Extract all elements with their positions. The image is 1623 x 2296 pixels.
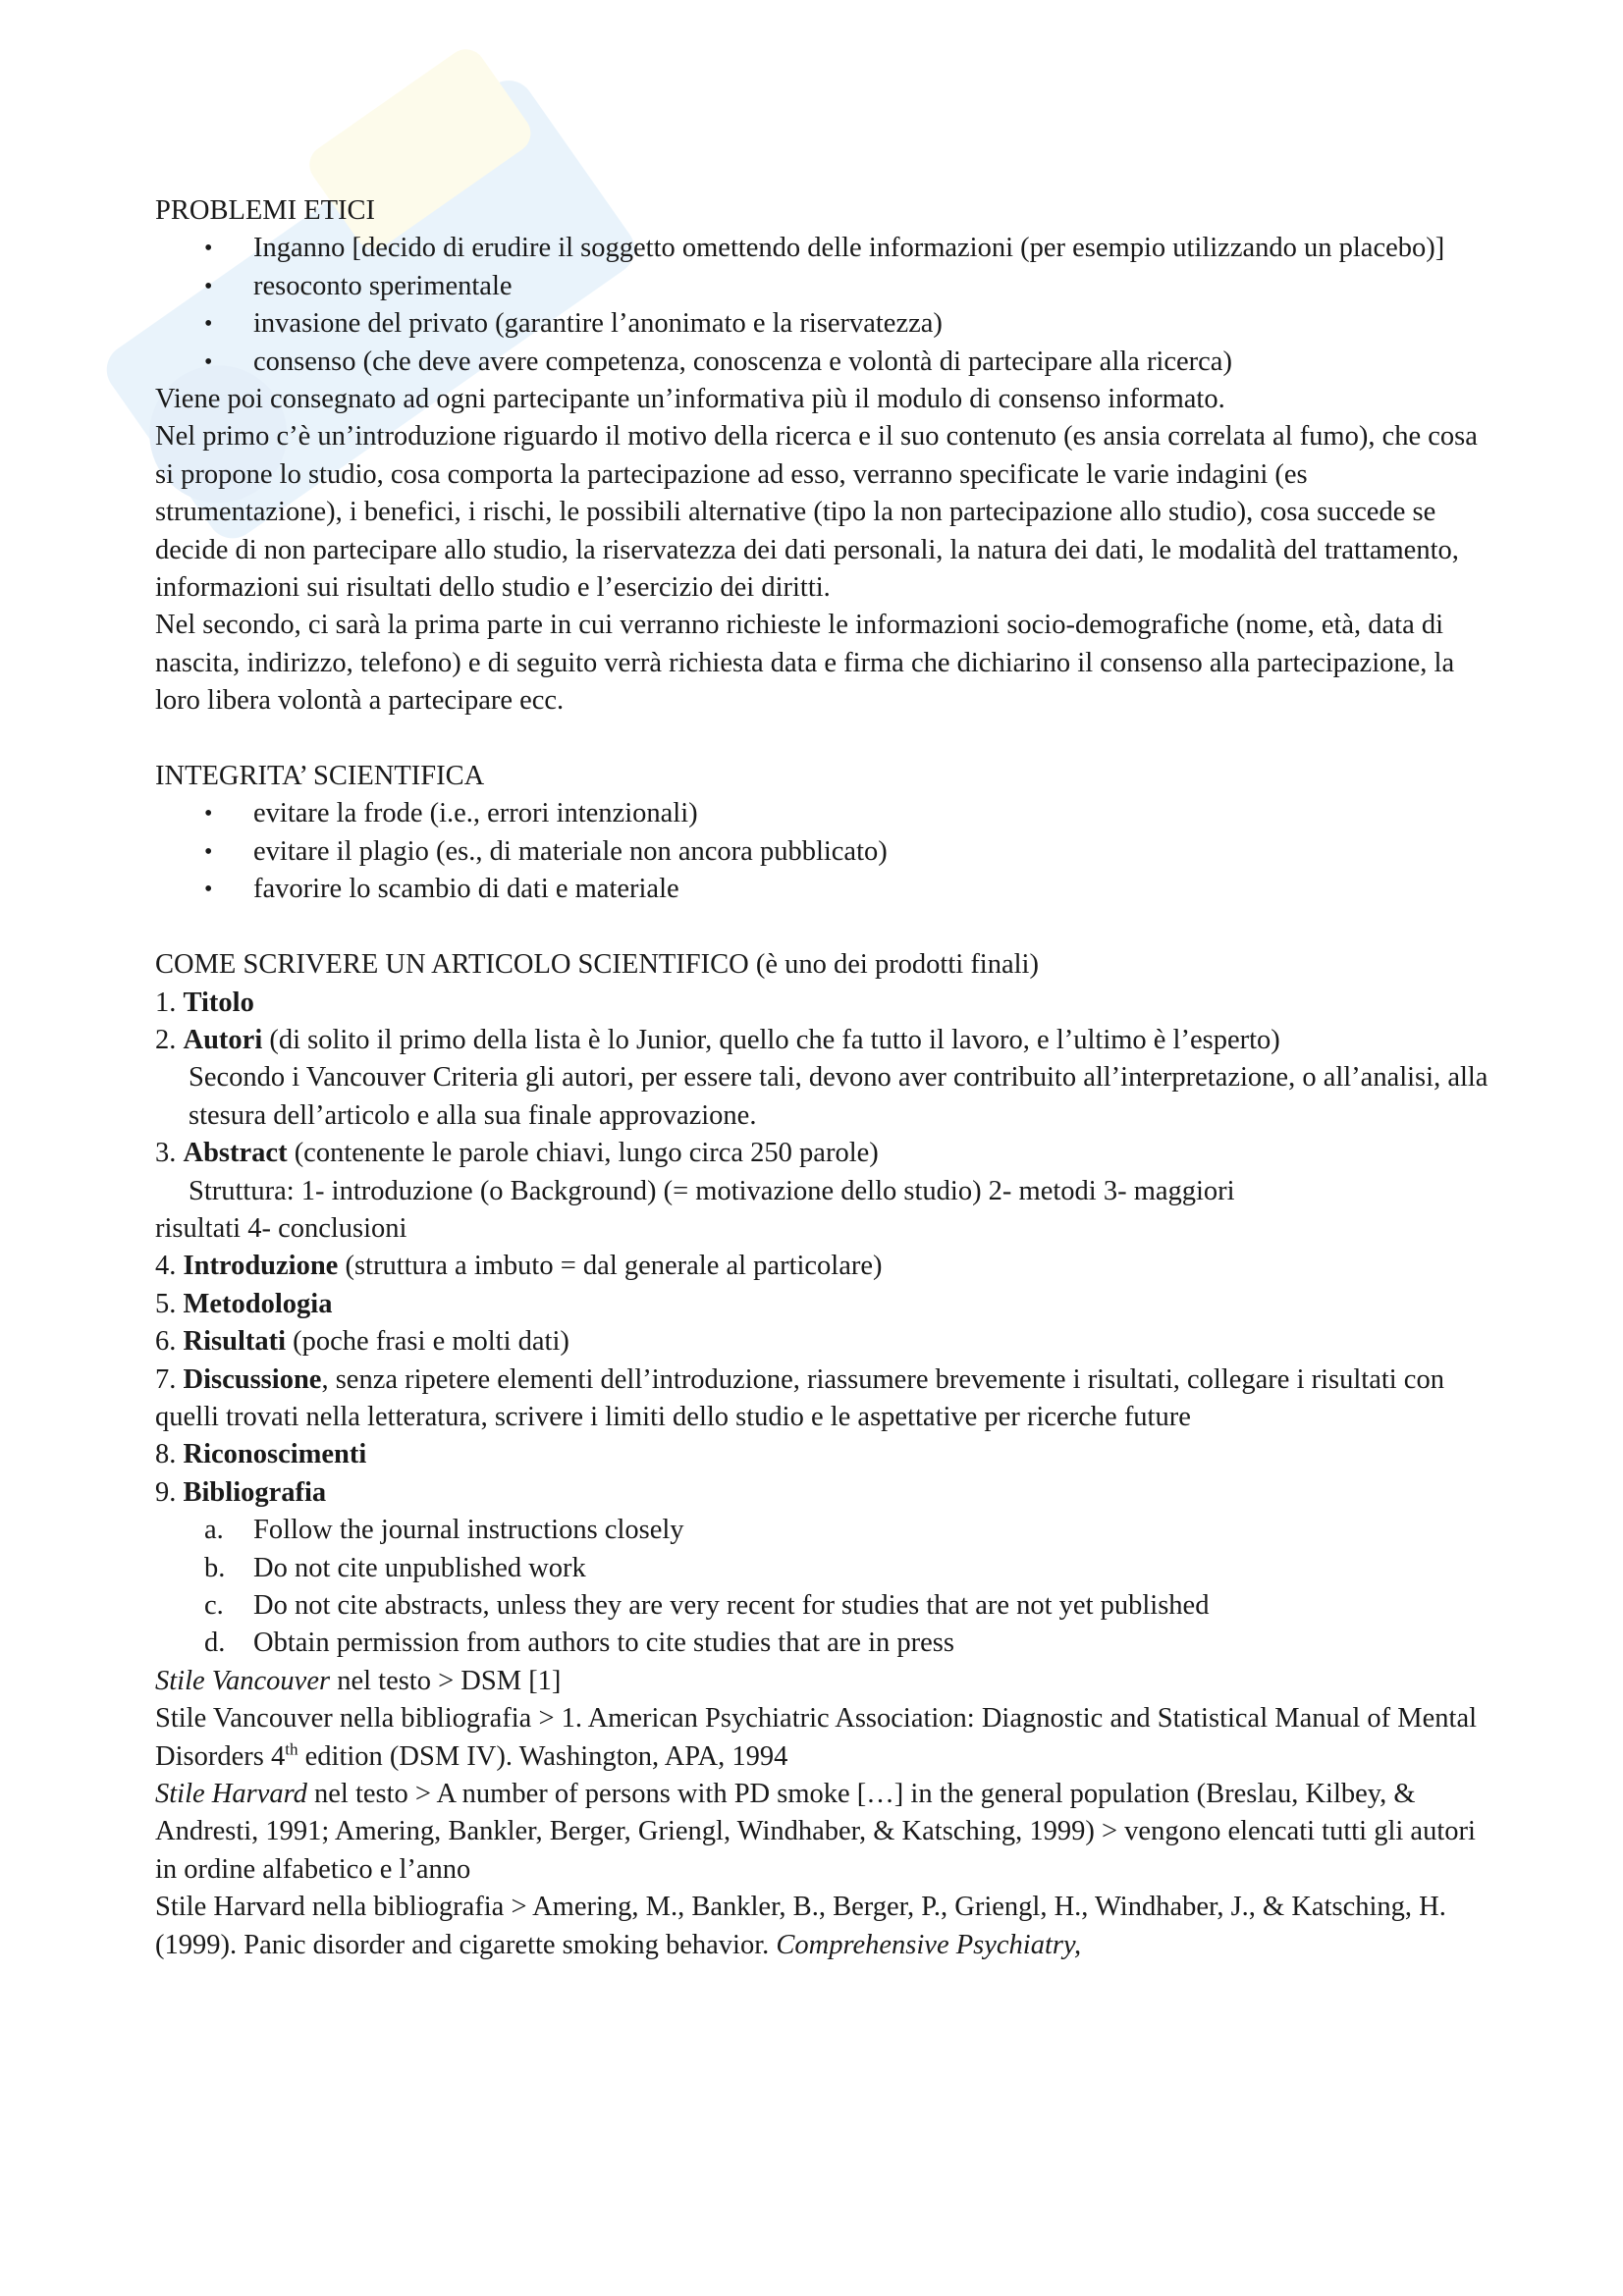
list-item: • Inganno [decido di erudire il soggetto omettendo delle informazioni (per esempio utilizzando un placebo)]: [155, 230, 1490, 267]
numbered-item: 4. Introduzione (struttura a imbuto = dal generale al particolare): [155, 1251, 883, 1282]
document-page: [155, 192, 1490, 1964]
citation-example: Stile Harvard nella bibliografia > Amering, M., Bankler, B., Berger, P., Griengl, H., Windhaber, J., & Katsching, H. (1999). Panic disorder and cigarette smoking behavior. Comprehensive Psychiatry,: [155, 1892, 1446, 1960]
list-item: • consenso (che deve avere competenza, conoscenza e volontà di partecipare alla ricerca): [155, 344, 1490, 381]
citation-example: Stile Vancouver nel testo > DSM [1]: [155, 1665, 562, 1696]
citation-example: Stile Harvard nel testo > A number of persons with PD smoke […] in the general population (Breslau, Kilbey, & Andresti, 1991; Amering, Bankler, Berger, Griengl, Windhaber, & Katsching, 1999) > vengono elencati tutti gli autori in ordine alfabetico e l’anno: [155, 1779, 1476, 1885]
list-item: • favorire lo scambio di dati e materiale: [155, 871, 1490, 908]
section-heading-articolo: COME SCRIVERE UN ARTICOLO SCIENTIFICO (è uno dei prodotti finali): [155, 949, 1039, 981]
paragraph: Nel secondo, ci sarà la prima parte in cui verranno richieste le informazioni socio-demografiche (nome, età, data di nascita, indirizzo, telefono) e di seguito verrà richiesta data e firma che dichiarino il consenso alla partecipazione, la loro libera volontà a partecipare ecc.: [155, 610, 1455, 717]
bullet-icon: •: [204, 801, 213, 828]
sub-list-item: d. Obtain permission from authors to cite studies that are in press: [204, 1628, 954, 1659]
section-heading-integrita: INTEGRITA’ SCIENTIFICA: [155, 761, 485, 792]
sub-list-item: b. Do not cite unpublished work: [204, 1552, 586, 1583]
list-item: • invasione del privato (garantire l’anonimato e la riservatezza): [155, 305, 1490, 343]
list-item: • evitare il plagio (es., di materiale non ancora pubblicato): [155, 833, 1490, 871]
paragraph: Viene poi consegnato ad ogni partecipante un’informativa più il modulo di consenso informato.: [155, 384, 1225, 415]
numbered-item: 7. Discussione, senza ripetere elementi dell’introduzione, riassumere brevemente i risultati, collegare i risultati con quelli trovati nella letteratura, scrivere i limiti dello studio e le aspettative per ricerche future: [155, 1363, 1444, 1432]
citation-example: Stile Vancouver nella bibliografia > 1. American Psychiatric Association: Diagnostic and Statistical Manual of Mental Disorders 4th edition (DSM IV). Washington, APA, 1994: [155, 1703, 1478, 1772]
numbered-item: 8. Riconoscimenti: [155, 1439, 367, 1470]
bullet-icon: •: [204, 311, 213, 338]
sub-list-item: a. Follow the journal instructions closely: [204, 1515, 684, 1546]
list-item: • resoconto sperimentale: [155, 268, 1490, 305]
numbered-item: 3. Abstract (contenente le parole chiavi, lungo circa 250 parole): [155, 1138, 879, 1169]
item-note: risultati 4- conclusioni: [155, 1212, 407, 1244]
numbered-item: 1. Titolo: [155, 987, 254, 1018]
section-heading-problemi: PROBLEMI ETICI: [155, 195, 376, 226]
bullet-icon: •: [204, 877, 213, 903]
list-item: • evitare la frode (i.e., errori intenzionali): [155, 795, 1490, 832]
bullet-icon: •: [204, 838, 213, 865]
numbered-item: 9. Bibliografia: [155, 1476, 327, 1508]
sub-list-item: c. Do not cite abstracts, unless they are very recent for studies that are not yet published: [204, 1590, 1210, 1621]
paragraph: Nel primo c’è un’introduzione riguardo il motivo della ricerca e il suo contenuto (es ansia correlata al fumo), che cosa si propone lo studio, cosa comporta la partecipazione ad esso, verranno specificate le varie indagini (es strumentazione), i benefici, i rischi, le possibili alternative (tipo la non partecipazione allo studio), cosa succede se decide di non partecipare allo studio, la riservatezza dei dati personali, la natura dei dati, le modalità del trattamento, informazioni sui risultati dello studio e l’esercizio dei diritti.: [155, 421, 1478, 604]
numbered-item: 2. Autori (di solito il primo della lista è lo Junior, quello che fa tutto il lavoro, e l’ultimo è l’esperto): [155, 1024, 1280, 1055]
numbered-item: 5. Metodologia: [155, 1288, 333, 1319]
bullet-icon: •: [204, 236, 213, 262]
item-note: Struttura: 1- introduzione (o Background) (= motivazione dello studio) 2- metodi 3- maggiori: [189, 1175, 1235, 1206]
item-note: Secondo i Vancouver Criteria gli autori, per essere tali, devono aver contribuito all’interpretazione, o all’analisi, alla stesura dell’articolo e alla sua finale approvazione.: [189, 1062, 1488, 1131]
bullet-icon: •: [204, 348, 213, 375]
numbered-item: 6. Risultati (poche frasi e molti dati): [155, 1326, 569, 1358]
bullet-icon: •: [204, 273, 213, 299]
